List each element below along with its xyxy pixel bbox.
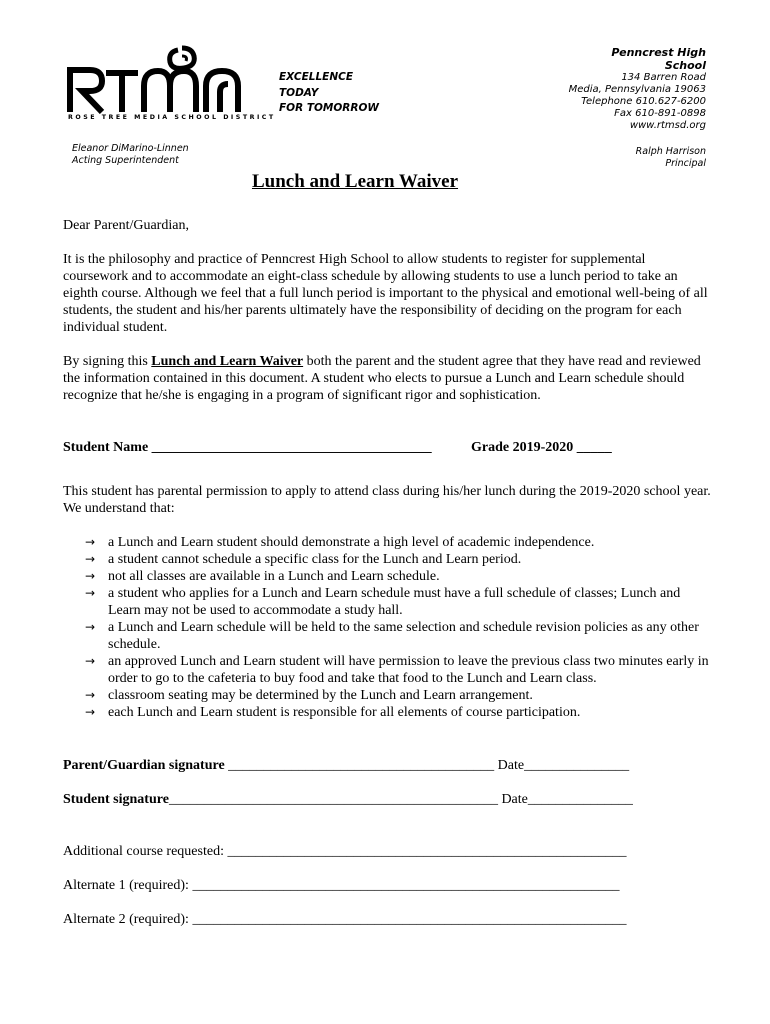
parent-signature-label: Parent/Guardian signature <box>63 758 225 773</box>
list-item <box>85 585 715 619</box>
district-name: ROSE TREE MEDIA SCHOOL DISTRICT <box>68 114 276 121</box>
arrow-right-icon: → <box>85 688 96 702</box>
student-signature-label: Student signature <box>63 792 169 807</box>
list-item-text: a Lunch and Learn student should demonstrate a high level of academic independence. <box>108 535 595 550</box>
tagline <box>279 70 379 117</box>
list-item <box>85 551 715 568</box>
school-address-1: 134 Barren Road <box>621 72 706 83</box>
agreement-text-post: both the parent and the student agree that they have read and reviewed the information contained in this document. A student who elects to pursue a Lunch and Learn schedule should recognize that he/she is engaging in a program of significant rigor and sophistication. <box>63 354 701 403</box>
school-address-2: Media, Pennsylvania 19063 <box>568 84 706 95</box>
superintendent-name: Eleanor DiMarino-Linnen <box>72 143 189 154</box>
school-contact-block <box>506 46 706 132</box>
grade-field[interactable]: Grade 2019-2020 _____ <box>471 440 612 455</box>
list-item <box>85 568 715 585</box>
parent-signature-line[interactable]: ______________________________________ <box>224 758 495 773</box>
district-logo <box>66 44 276 126</box>
list-item-text: classroom seating may be determined by the Lunch and Learn arrangement. <box>108 688 533 703</box>
waiver-name-emphasis: Lunch and Learn Waiver <box>151 354 304 369</box>
arrow-right-icon: → <box>85 552 96 566</box>
page-title: Lunch and Learn Waiver <box>251 171 459 192</box>
list-item <box>85 687 715 704</box>
principal-title: Principal <box>665 158 706 169</box>
list-item <box>85 704 715 721</box>
arrow-right-icon: → <box>85 535 96 549</box>
list-item-text: not all classes are available in a Lunch and Learn schedule. <box>108 569 440 584</box>
understanding-list <box>85 534 715 721</box>
tagline-line: FOR TOMORROW <box>279 102 379 114</box>
list-item-text: a Lunch and Learn schedule will be held to the same selection and schedule revision policies as any other schedule. <box>108 620 699 652</box>
additional-course-field[interactable]: Additional course requested: _________________________________________________________ <box>63 844 627 859</box>
principal-block <box>636 146 706 170</box>
school-name-cont: School <box>664 59 706 72</box>
alternate-1-field[interactable]: Alternate 1 (required): _____________________________________________________________ <box>63 878 620 893</box>
arrow-right-icon: → <box>85 654 96 668</box>
list-item-text: an approved Lunch and Learn student will have permission to leave the previous class two minutes early in order to go to the cafeteria to buy food and take that food to the Lunch and Learn class. <box>108 654 709 686</box>
parent-date-field[interactable]: Date_______________ <box>494 758 630 773</box>
agreement-paragraph <box>63 353 711 404</box>
arrow-right-icon: → <box>85 620 96 634</box>
agreement-text-pre: By signing this <box>63 354 152 369</box>
list-item <box>85 619 715 653</box>
list-item-text: a student cannot schedule a specific class for the Lunch and Learn period. <box>108 552 522 567</box>
tagline-line: TODAY <box>279 86 319 99</box>
alternate-2-field[interactable]: Alternate 2 (required): ______________________________________________________________ <box>63 912 627 927</box>
student-date-field[interactable]: Date_______________ <box>497 792 633 807</box>
list-item-text: a student who applies for a Lunch and Learn schedule must have a full schedule of classes; Lunch and Learn may not be used to accommodate a study hall. <box>108 586 681 618</box>
school-website[interactable]: www.rtmsd.org <box>629 120 706 131</box>
permission-paragraph: This student has parental permission to apply to attend class during his/her lunch during the 2019-2020 school year. We understand that: <box>63 484 711 516</box>
school-telephone: Telephone 610.627-6200 <box>581 96 706 107</box>
student-signature-line[interactable]: _______________________________________________ <box>168 792 498 807</box>
list-item-text: each Lunch and Learn student is responsible for all elements of course participation. <box>108 705 581 720</box>
salutation: Dear Parent/Guardian, <box>63 218 189 233</box>
student-signature-row <box>63 791 711 808</box>
rtmsd-logo-mark <box>66 44 266 114</box>
arrow-right-icon: → <box>85 705 96 719</box>
principal-name: Ralph Harrison <box>635 146 706 157</box>
school-name: Penncrest High <box>611 46 706 59</box>
student-name-grade-row <box>63 439 711 456</box>
student-name-field[interactable]: Student Name ________________________________________ <box>63 440 432 455</box>
list-item <box>85 653 715 687</box>
arrow-right-icon: → <box>85 569 96 583</box>
superintendent-block <box>72 143 189 167</box>
school-fax: Fax 610-891-0898 <box>614 108 706 119</box>
arrow-right-icon: → <box>85 586 96 600</box>
intro-paragraph: It is the philosophy and practice of Penncrest High School to allow students to register for supplemental coursework and to accommodate an eight-class schedule by allowing students to use a lunch period to take an eighth course. Although we feel that a full lunch period is important to the physical and emotional well-being of all students, the student and his/her parents ultimately have the responsibility of deciding on the program for each individual student. <box>63 252 708 335</box>
tagline-line: EXCELLENCE <box>279 71 353 83</box>
parent-signature-row <box>63 757 711 774</box>
list-item <box>85 534 715 551</box>
superintendent-title: Acting Superintendent <box>72 155 179 166</box>
